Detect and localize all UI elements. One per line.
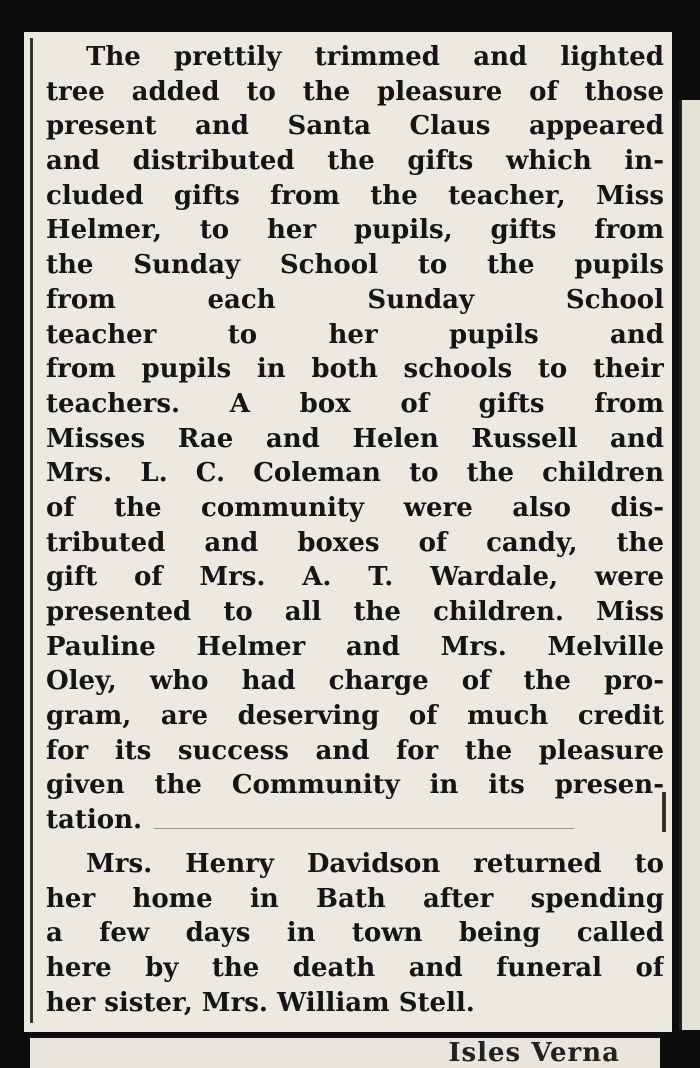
text-line: Pauline Helmer and Mrs. Melville — [46, 631, 664, 662]
text-line: a few days in town being called — [46, 918, 664, 949]
bottom-fragment-text: Isles Verna — [448, 1038, 620, 1068]
newspaper-clipping — [24, 32, 672, 1032]
text-line: from pupils in both schools to their — [46, 354, 664, 385]
text-line: her sister, Mrs. William Stell. — [46, 987, 475, 1018]
text-line: Mrs. Henry Davidson returned to — [86, 849, 664, 879]
text-line: her home in Bath after spending — [46, 883, 664, 914]
text-line: of the community were also dis- — [46, 492, 664, 523]
text-line: and distributed the gifts which in- — [46, 146, 664, 177]
text-line: the Sunday School to the pupils — [46, 250, 664, 281]
text-line: Oley, who had charge of the pro- — [46, 666, 664, 697]
text-line: here by the death and funeral of — [46, 953, 664, 984]
text-line: tributed and boxes of candy, the — [46, 527, 664, 558]
text-line: teachers. A box of gifts from — [46, 388, 664, 419]
text-line: for its success and for the pleasure — [46, 735, 664, 766]
text-line: presented to all the children. Miss — [46, 597, 664, 627]
paragraph-davidson — [46, 847, 664, 1020]
text-line: teacher to her pupils and — [46, 319, 664, 350]
column-rule — [30, 38, 33, 1023]
text-line: present and Santa Claus appeared — [46, 111, 664, 142]
text-line: Helmer, to her pupils, gifts from — [46, 215, 664, 246]
text-line: Misses Rae and Helen Russell and — [46, 423, 664, 454]
text-line: cluded gifts from the teacher, Miss — [46, 180, 664, 211]
text-line: gift of Mrs. A. T. Wardale, were — [46, 562, 664, 593]
text-line: from each Sunday School — [46, 284, 664, 315]
text-line: tree added to the pleasure of those — [46, 76, 664, 107]
text-line: Mrs. L. C. Coleman to the children — [46, 458, 664, 489]
paragraph-divider — [154, 828, 574, 829]
text-line: The prettily trimmed and lighted — [86, 42, 664, 72]
text-line: tation. — [46, 805, 143, 836]
text-line: given the Community in its presen- — [46, 770, 664, 801]
adjacent-clipping-bottom — [30, 1038, 660, 1068]
adjacent-clipping-edge — [679, 100, 700, 1030]
paragraph-christmas-program — [46, 40, 664, 838]
text-line: gram, are deserving of much credit — [46, 701, 664, 732]
